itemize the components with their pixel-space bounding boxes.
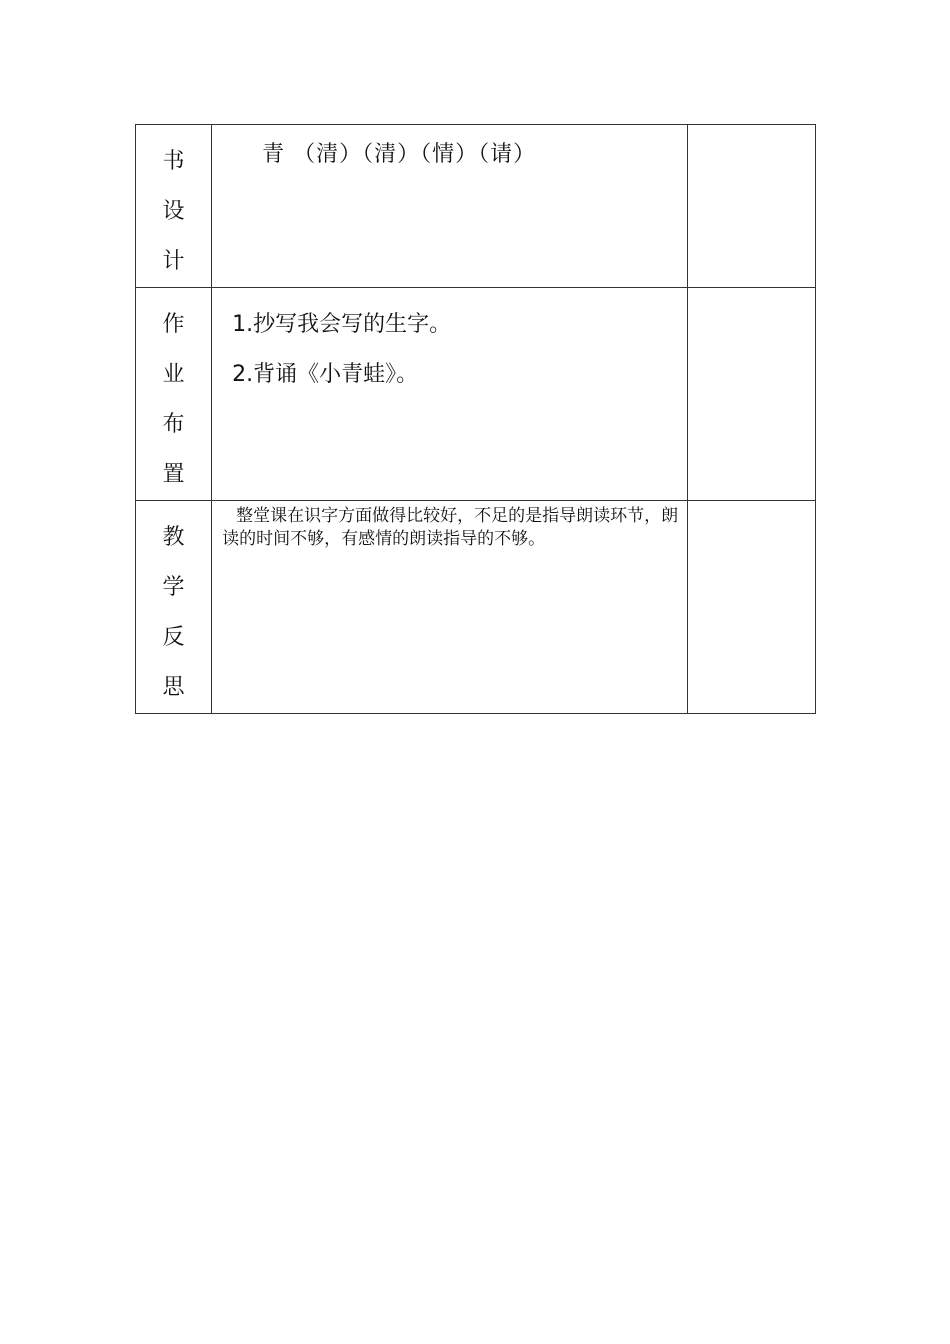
reflection-side-cell: [687, 501, 815, 714]
reflection-label-cell: [136, 501, 212, 714]
label-char: 设: [162, 199, 185, 224]
label-char: 教: [162, 525, 185, 550]
homework-item: 1.抄写我会写的生字。: [232, 312, 452, 337]
homework-side-cell: [687, 288, 815, 501]
label-char: 业: [162, 362, 185, 387]
label-char: 反: [162, 625, 185, 650]
board-design-label: [136, 125, 211, 287]
label-char: 作: [162, 312, 185, 337]
board-design-text: 青 （清）（清）（情）（请）: [262, 142, 537, 167]
reflection-label: [136, 501, 211, 713]
reflection-row: [136, 501, 816, 714]
board-design-side-cell: [687, 125, 815, 288]
homework-list: [212, 288, 687, 400]
label-char: 学: [162, 575, 185, 600]
homework-row: [136, 288, 816, 501]
homework-label: [136, 288, 211, 500]
label-char: 计: [162, 249, 185, 274]
reflection-text: 整堂课在识字方面做得比较好，不足的是指导朗读环节，朗读的时间不够，有感情的朗读指导的不够。: [222, 506, 679, 549]
board-design-label-cell: [136, 125, 212, 288]
lesson-plan-table: [135, 124, 816, 714]
label-char: 思: [162, 675, 185, 700]
board-design-content-cell: [212, 125, 688, 288]
board-design-row: [136, 125, 816, 288]
homework-item: 2.背诵《小青蛙》。: [232, 362, 419, 387]
label-char: 书: [162, 149, 185, 174]
label-char: 布: [162, 412, 185, 437]
homework-label-cell: [136, 288, 212, 501]
reflection-content-cell: [212, 501, 688, 714]
label-char: 置: [162, 462, 185, 487]
homework-content-cell: [212, 288, 688, 501]
